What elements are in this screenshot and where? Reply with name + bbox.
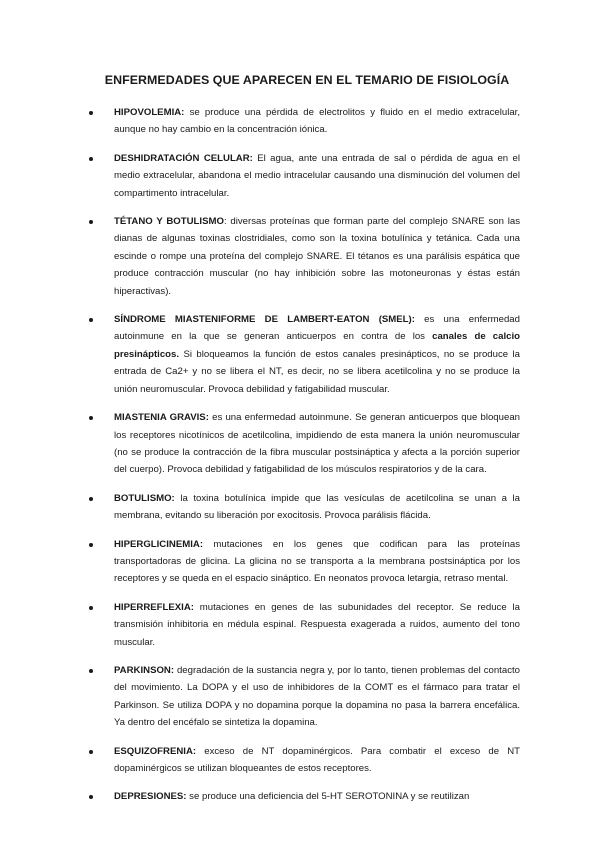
bullet-icon	[89, 111, 93, 115]
list-item-depresiones	[88, 788, 520, 805]
disease-list	[88, 104, 520, 817]
item-term: HIPOVOLEMIA:	[114, 107, 185, 118]
bullet-icon	[89, 669, 93, 673]
bullet-icon	[89, 795, 93, 799]
item-text: degradación de la sustancia negra y, por lo tanto, tienen problemas del contacto del movimiento. La DOPA y el uso de inhibidores de la COMT es el fármaco para tratar el Parkinson. Se utiliza DOPA y no dopamina porque la dopamina no pasa la barrera encefálica. Ya dentro del encéfalo se sintetiza la dopamina.	[114, 664, 520, 729]
bullet-icon	[89, 220, 93, 224]
item-term: BOTULISMO:	[114, 492, 175, 504]
bullet-icon	[89, 497, 93, 501]
list-item-smel	[88, 311, 520, 398]
list-item-miastenia-gravis	[88, 409, 520, 479]
list-item-tetano-botulismo	[88, 213, 520, 300]
item-term: HIPERREFLEXIA:	[114, 601, 194, 613]
item-text: la toxina botulínica impide que las vesículas de acetilcolina se unan a la membrana, evitando su liberación por exocitosis. Provoca parálisis flácida.	[114, 492, 520, 522]
list-item-botulismo	[88, 490, 520, 525]
item-text: mutaciones en genes de las subunidades del receptor. Se reduce la transmisión inhibitoria en médula espinal. Respuesta exagerada a ruidos, aumento del tono muscular.	[114, 601, 520, 648]
item-term: SÍNDROME MIASTENIFORME DE LAMBERT-EATON (SMEL):	[114, 314, 415, 326]
item-text: es una enfermedad autoinmune en la que se generan anticuerpos en contra de los	[114, 314, 520, 343]
bullet-icon	[89, 157, 93, 161]
item-text: se produce una pérdida de electrolitos y fluido en el medio extracelular, aunque no hay cambio en la concentración iónica.	[114, 107, 520, 136]
item-text-secondary: Si bloqueamos la función de estos canales presinápticos, no se produce la entrada de Ca2+ y no se libera el NT, es decir, no se libera acetilcolina y no se produce la unión neuromuscular. Provoca debilidad y fatigabilidad muscular.	[114, 348, 520, 395]
bullet-icon	[89, 750, 93, 754]
item-text: exceso de NT dopaminérgicos. Para combatir el exceso de NT dopaminérgicos se utilizan bloqueantes de estos receptores.	[114, 745, 520, 774]
list-item-hipovolemia	[88, 104, 520, 139]
list-item-esquizofrenia	[88, 743, 520, 778]
item-term: ESQUIZOFRENIA:	[114, 745, 197, 757]
item-text: mutaciones en los genes que codifican para las proteínas transportadoras de glicina. La glicina no se transporta a la membrana postsináptica por los receptores y se queda en el espacio sináptico. En neonatos provoca letargia, retraso mental.	[114, 538, 520, 585]
bullet-icon	[89, 318, 93, 322]
item-text: es una enfermedad autoinmune. Se generan anticuerpos que bloquean los receptores nicotínicos de acetilcolina, impidiendo de esta manera la unión neuromuscular (no se produce la contracción de la fibra muscular postsináptica y afecta a la porción superior del cuerpo). Provoca debilidad y fatigabilidad de los músculos respiratorios y de la cara.	[114, 412, 520, 476]
list-item-hiperreflexia	[88, 599, 520, 651]
document-title: ENFERMEDADES QUE APARECEN EN EL TEMARIO DE FISIOLOGÍA	[104, 73, 510, 87]
item-text: : diversas proteínas que forman parte del complejo SNARE son las dianas de algunas toxinas clostridiales, como son la toxina botulínica y tetánica. Cada una escinde o rompe una proteína del complejo SNARE. El tétanos es una parálisis espática que produce contracción muscular (no hay inhibición sobre las motoneuronas y éstas están hiperactivas).	[114, 216, 520, 297]
item-term: PARKINSON:	[114, 664, 175, 676]
bullet-icon	[89, 606, 93, 610]
bullet-icon	[89, 543, 93, 547]
item-text: El agua, ante una entrada de sal o pérdida de agua en el medio extracelular, abandona el medio intracelular causando una disminución del volumen del compartimento intracelular.	[114, 152, 520, 199]
list-item-deshidratacion	[88, 150, 520, 202]
item-term-secondary: canales de calcio presinápticos.	[114, 331, 520, 360]
list-item-parkinson	[88, 662, 520, 732]
item-term: DESHIDRATACIÓN CELULAR:	[114, 152, 253, 164]
item-term: HIPERGLICINEMIA:	[114, 538, 204, 550]
list-item-hiperglicinemia	[88, 536, 520, 588]
item-text: se produce una deficiencia del 5-HT SEROTONINA y se reutilizan	[186, 791, 470, 803]
bullet-icon	[89, 416, 93, 420]
item-term: MIASTENIA GRAVIS:	[114, 412, 209, 424]
item-term: DEPRESIONES:	[114, 791, 187, 803]
item-term: TÉTANO Y BOTULISMO	[114, 216, 224, 228]
